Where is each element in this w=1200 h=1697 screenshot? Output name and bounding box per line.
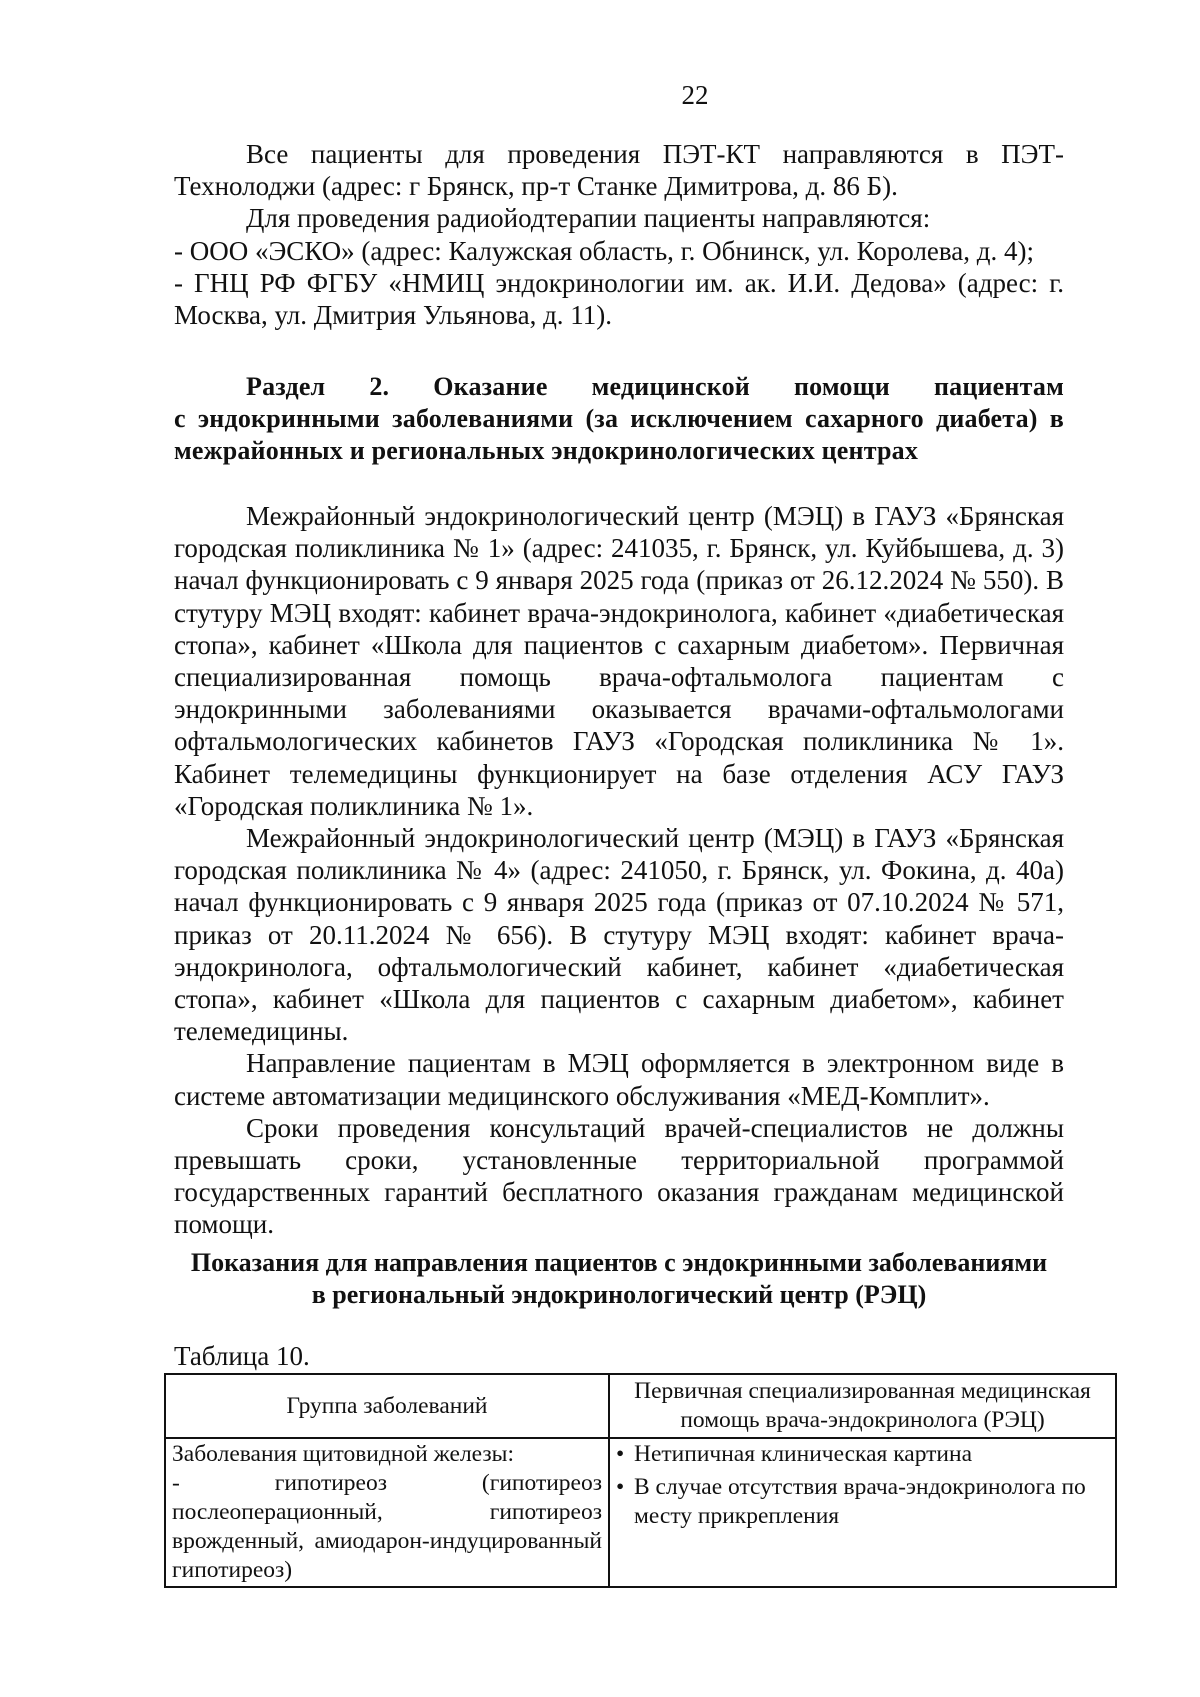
indication-item: • В случае отсутствия врача-эндокринолога по месту прикрепления bbox=[616, 1473, 1109, 1531]
indications-table bbox=[164, 1373, 1117, 1588]
paragraph-consultation-terms: Сроки проведения консультаций врачей-специалистов не должны превышать сроки, установленные территориальной программой государственных гарантий бесплатного оказания гражданам медицинской помощи. bbox=[174, 1112, 1064, 1240]
table-heading-line2: в региональный эндокринологический центр (РЭЦ) bbox=[311, 1280, 927, 1309]
table-caption: Таблица 10. bbox=[174, 1341, 310, 1371]
table-header-disease-group: Группа заболеваний bbox=[165, 1374, 609, 1438]
intro-list-item-esko: - ООО «ЭСКО» (адрес: Калужская область, г. Обнинск, ул. Королева, д. 4); bbox=[174, 235, 1035, 266]
table-cell-indications bbox=[609, 1438, 1116, 1587]
intro-list-item-nmic: - ГНЦ РФ ФГБУ «НМИЦ эндокринологии им. ак. И.И. Дедова» (адрес: г. Москва, ул. Дмитрия Ульянова, д. 11). bbox=[174, 267, 1064, 331]
paragraph-mec-polyclinic-1: Межрайонный эндокринологический центр (МЭЦ) в ГАУЗ «Брянская городская поликлиника № 1» (адрес: 241035, г. Брянск, ул. Куйбышева, д. 3) начал функционировать с 9 января 2025 года (приказ от 26.12.2024 № 550). В стутуру МЭЦ входят: кабинет врача-эндокринолога, кабинет «диабетическая стопа», кабинет «Школа для пациентов с сахарным диабетом». Первичная специализированная помощь врача-офтальмолога пациентам с эндокринными заболеваниями оказывается врачами-офтальмологами офтальмологических кабинетов ГАУЗ «Городская поликлиника № 1». Кабинет телемедицины функционирует на базе отделения АСУ ГАУЗ «Городская поликлиника № 1». bbox=[174, 501, 1064, 821]
section-heading-rest: с эндокринными заболеваниями (за исключением сахарного диабета) в межрайонных и региональных эндокринологических центрах bbox=[174, 404, 1064, 465]
table-heading-line1: Показания для направления пациентов с эндокринными заболеваниями bbox=[190, 1248, 1048, 1277]
table-heading bbox=[174, 1247, 1064, 1311]
intro-paragraph-pet-ct: Все пациенты для проведения ПЭТ-КТ направляются в ПЭТ-Технолоджи (адрес: г Брянск, пр-т Станке Димитрова, д. 86 Б). bbox=[174, 139, 1064, 202]
intro-paragraph-radioiodine: Для проведения радиойодтерапии пациенты направляются: bbox=[246, 203, 931, 234]
indication-item: • Нетипичная клиническая картина bbox=[616, 1440, 1109, 1469]
disease-group-title: Заболевания щитовидной железы: bbox=[172, 1441, 515, 1467]
section-heading-line1: Раздел 2. Оказание медицинской помощи пациентам bbox=[246, 372, 1064, 401]
paragraph-mec-polyclinic-4: Межрайонный эндокринологический центр (МЭЦ) в ГАУЗ «Брянская городская поликлиника № 4» (адрес: 241050, г. Брянск, ул. Фокина, д. 40а) начал функционировать с 9 января 2025 года (приказ от 07.10.2024 № 571, приказ от 20.11.2024 № 656). В стутуру МЭЦ входят: кабинет врача-эндокринолога, офтальмологический кабинет, кабинет «диабетическая стопа», кабинет «Школа для пациентов с сахарным диабетом», кабинет телемедицины. bbox=[174, 823, 1064, 1047]
intro-block bbox=[174, 138, 1064, 331]
page-number: 22 bbox=[681, 80, 709, 110]
indications-list bbox=[616, 1440, 1109, 1531]
section-heading bbox=[174, 371, 1064, 467]
table-cell-disease-group bbox=[165, 1438, 609, 1587]
disease-group-detail: - гипотиреоз (гипотиреоз послеоперационный, гипотиреоз врожденный, амиодарон-индуцированный гипотиреоз) bbox=[172, 1470, 602, 1583]
main-block bbox=[174, 500, 1064, 1241]
table-header-specialized-care: Первичная специализированная медицинская помощь врача-эндокринолога (РЭЦ) bbox=[609, 1374, 1116, 1438]
table-row bbox=[165, 1438, 1116, 1587]
paragraph-referral-system: Направление пациентам в МЭЦ оформляется в электронном виде в системе автоматизации медицинского обслуживания «МЕД-Комплит». bbox=[174, 1048, 1064, 1111]
table-header-row bbox=[165, 1374, 1116, 1438]
